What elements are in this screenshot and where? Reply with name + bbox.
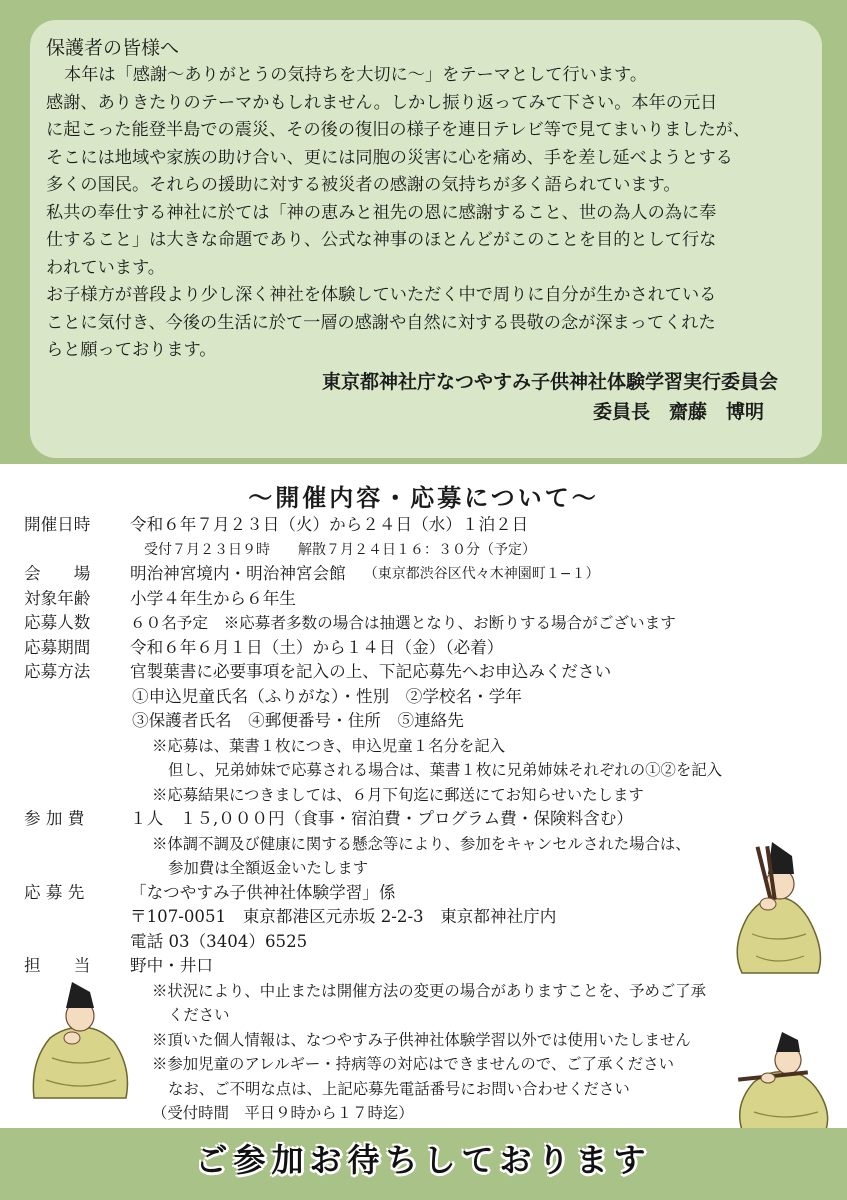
section-title: 〜開催内容・応募について〜	[248, 483, 599, 512]
venue-label: 会 場	[24, 564, 91, 583]
method-items: ③保護者氏名 ④郵便番号・住所 ⑤連絡先	[132, 711, 464, 730]
fee-value: １人 １５,０００円（食事・宿泊費・プログラム費・保険料含む）	[130, 809, 633, 828]
destination-phone: 電話 03（3404）6525	[130, 931, 308, 951]
detail-row-fee	[24, 807, 834, 832]
period-label: 応募期間	[24, 637, 91, 657]
letter-line: に起こった能登半島での震災、その後の復旧の様子を連日テレビ等で見てまいりましたが、	[46, 120, 751, 140]
flute-player-figure-icon	[724, 1032, 836, 1132]
method-label: 応募方法	[24, 662, 91, 681]
date-sub: 受付７月２３日９時 解散７月２４日１６：３０分（予定）	[144, 541, 536, 558]
notice: なお、ご不明な点は、上記応募先電話番号にお問い合わせください	[168, 1079, 630, 1098]
contact-value: 野中・井口	[130, 956, 213, 975]
letter-line: 私共の奉仕する神社に於ては「神の恵みと祖先の恩に感謝すること、世の為人の為に奉	[46, 202, 717, 223]
letter-line: 本年は「感謝〜ありがとうの気持ちを大切に〜」をテーマとして行います。	[64, 65, 648, 85]
detail-row-period	[24, 636, 834, 661]
fee-note: 参加費は全額返金いたします	[168, 859, 369, 877]
letter-line: らと願っております。	[46, 340, 217, 360]
notice: ※状況により、中止または開催方法の変更の場合がありますことを、予めご了承	[152, 981, 707, 1000]
date-label: 開催日時	[24, 515, 91, 534]
destination-value: 「なつやすみ子供神社体験学習」係	[130, 882, 396, 902]
detail-row-destination	[24, 881, 834, 906]
letter-line: ことに気付き、今後の生活に於て一層の感謝や自然に対する畏敬の念が深まってくれた	[46, 312, 716, 333]
capacity-value: ６０名予定 ※応募者多数の場合は抽選となり、お断りする場合がございます	[130, 614, 676, 632]
date-value: 令和６年７月２３日（火）から２４日（水）１泊２日	[130, 515, 529, 534]
hichiriki-player-figure-icon	[722, 838, 832, 978]
detail-row-contact	[24, 954, 834, 979]
method-note: ※応募結果につきましては、６月下旬迄に郵送にてお知らせいたします	[152, 785, 644, 804]
notice: ください	[168, 1006, 230, 1024]
age-label: 対象年齢	[24, 588, 91, 608]
notice: ※頂いた個人情報は、なつやすみ子供神社体験学習以外では使用いたしません	[152, 1030, 691, 1049]
letter-line: 多くの国民。それらの援助に対する被災者の感謝の気持ちが多く語られています。	[46, 175, 681, 195]
event-details	[24, 513, 834, 1126]
fee-label: 参 加 費	[24, 809, 85, 828]
detail-row-date	[24, 513, 834, 538]
letter-greeting: 保護者の皆様へ	[46, 37, 180, 59]
venue-address: （東京都渋谷区代々木神園町１−１）	[363, 566, 600, 582]
capacity-label: 応募人数	[24, 613, 91, 632]
destination-label: 応 募 先	[24, 882, 85, 902]
detail-row-capacity	[24, 611, 834, 636]
notice: ※参加児童のアレルギー・持病等の対応はできませんので、ご了承ください	[152, 1055, 674, 1073]
letter-line: そこには地域や家族の助け合い、更には同胞の災害に心を痛め、手を差し延べようとする	[46, 147, 733, 168]
method-note: 但し、兄弟姉妹で応募される場合は、葉書１枚に兄弟姉妹それぞれの①②を記入	[168, 761, 723, 779]
signature-chair: 委員長 齋藤 博明	[592, 400, 764, 423]
closing-message: ご参加お待ちしております	[195, 1141, 652, 1179]
destination-address: 〒107-0051 東京都港区元赤坂 2-2-3 東京都神社庁内	[130, 907, 557, 926]
letter-line: われています。	[46, 257, 165, 278]
method-note: ※応募は、葉書１枚につき、申込児童１名分を記入	[152, 736, 506, 755]
contact-label: 担 当	[24, 956, 91, 975]
period-value: 令和６年６月１日（土）から１４日（金）（必着）	[130, 637, 504, 657]
fee-note: ※体調不調及び健康に関する懸念等により、参加をキャンセルされた場合は、	[152, 834, 691, 853]
age-value: 小学４年生から６年生	[130, 588, 296, 608]
detail-row-method	[24, 660, 834, 685]
venue-value: 明治神宮境内・明治神宮会館	[130, 564, 346, 583]
detail-row-venue	[24, 562, 834, 587]
detail-row-age	[24, 587, 834, 612]
greeting-letter	[30, 20, 822, 458]
letter-line: お子様方が普段より少し深く神社を体験していただく中で周りに自分が生かされている	[46, 285, 717, 305]
method-items: ①申込児童氏名（ふりがな）・性別 ②学校名・学年	[132, 686, 522, 706]
seated-priest-figure-icon	[26, 982, 134, 1102]
notice: （受付時間 平日９時から１７時迄）	[152, 1104, 414, 1122]
method-value: 官製葉書に必要事項を記入の上、下記応募先へお申込みください	[130, 662, 612, 681]
letter-line: 感謝、ありきたりのテーマかもしれません。しかし振り返ってみて下さい。本年の元日	[46, 92, 718, 113]
signature-organization: 東京都神社庁なつやすみ子供神社体験学習実行委員会	[321, 370, 778, 393]
letter-line: 仕すること」は大きな命題であり、公式な神事のほとんどがこのことを目的として行な	[46, 230, 717, 250]
